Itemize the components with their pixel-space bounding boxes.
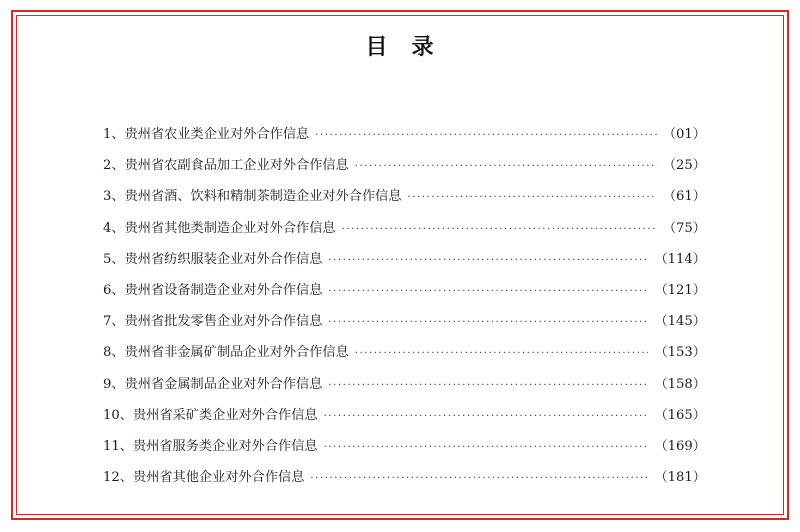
toc-dot-leader [355, 161, 657, 172]
toc-entry-page-number: （25） [662, 158, 706, 174]
toc-entry-page-number: （169） [654, 438, 706, 454]
toc-entry-page-number: （01） [662, 127, 706, 142]
toc-dot-leader [342, 224, 657, 235]
toc-entry-title: 8、贵州省非金属矿制品企业对外合作信息 [103, 345, 349, 361]
toc-dot-leader [328, 286, 648, 297]
toc-dot-leader [328, 380, 648, 391]
toc-entry-title: 6、贵州省设备制造企业对外合作信息 [103, 282, 323, 298]
toc-entry[interactable] [103, 310, 706, 341]
toc-entry-title: 5、贵州省纺织服装企业对外合作信息 [103, 251, 323, 267]
toc-entry[interactable] [103, 435, 706, 466]
toc-dot-leader [315, 130, 657, 141]
toc-entry-title: 3、贵州省酒、饮料和精制茶制造企业对外合作信息 [103, 189, 402, 205]
toc-dot-leader [328, 317, 648, 328]
page-title: 目 录 [365, 35, 435, 60]
toc-entry[interactable] [103, 123, 706, 154]
toc-entry-page-number: （181） [654, 470, 706, 486]
table-of-contents [103, 123, 706, 497]
toc-dot-leader [324, 411, 649, 422]
toc-entry-title: 4、贵州省其他类制造企业对外合作信息 [103, 220, 336, 236]
toc-entry-title: 7、贵州省批发零售企业对外合作信息 [103, 314, 323, 330]
toc-dot-leader [328, 255, 648, 266]
toc-dot-leader [355, 348, 649, 359]
toc-entry-page-number: （75） [662, 220, 706, 236]
toc-entry[interactable] [103, 373, 706, 404]
toc-entry[interactable] [103, 185, 706, 216]
toc-dot-leader [324, 442, 649, 453]
toc-entry[interactable] [103, 279, 706, 310]
toc-entry[interactable] [103, 341, 706, 372]
toc-entry-title: 2、贵州省农副食品加工企业对外合作信息 [103, 158, 349, 174]
toc-entry-page-number: （114） [654, 251, 706, 267]
toc-entry[interactable] [103, 466, 706, 497]
toc-dot-leader [408, 192, 657, 203]
toc-entry-title: 12、贵州省其他企业对外合作信息 [103, 470, 305, 486]
toc-entry-page-number: （158） [654, 376, 706, 392]
toc-entry-page-number: （121） [654, 282, 706, 298]
toc-entry[interactable] [103, 217, 706, 248]
toc-entry-title: 11、贵州省服务类企业对外合作信息 [103, 438, 318, 454]
toc-entry-page-number: （153） [654, 345, 706, 361]
toc-entry[interactable] [103, 154, 706, 185]
toc-entry[interactable] [103, 404, 706, 435]
toc-dot-leader [310, 473, 648, 484]
toc-entry-title: 10、贵州省采矿类企业对外合作信息 [103, 407, 318, 423]
toc-entry-page-number: （165） [654, 407, 706, 423]
toc-entry-page-number: （61） [662, 189, 706, 205]
toc-entry-title: 9、贵州省金属制品企业对外合作信息 [103, 376, 323, 392]
toc-entry-page-number: （145） [654, 314, 706, 330]
toc-entry[interactable] [103, 248, 706, 279]
toc-entry-title: 1、贵州省农业类企业对外合作信息 [103, 127, 310, 142]
